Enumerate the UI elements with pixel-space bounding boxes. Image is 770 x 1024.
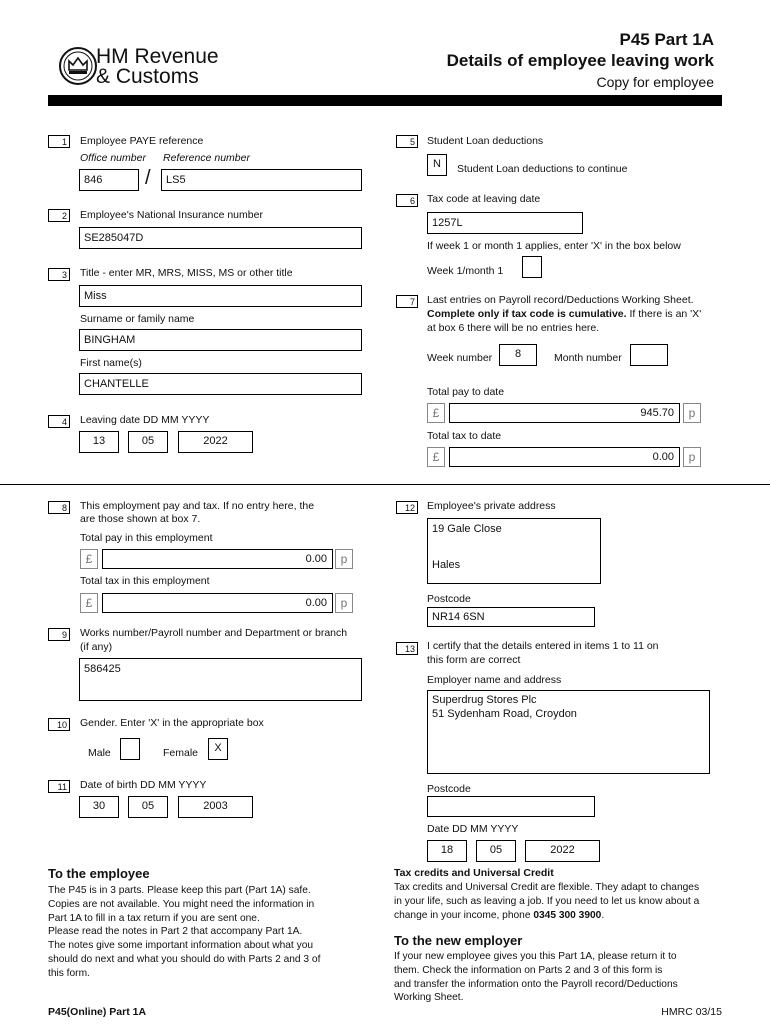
to-employee-line: Part 1A to fill in a tax return if you are sent one. bbox=[48, 912, 260, 924]
female-checkbox[interactable]: X bbox=[208, 738, 228, 760]
title-label: Title - enter MR, MRS, MISS, MS or other title bbox=[80, 267, 293, 279]
phone-number: 0345 300 3900 bbox=[533, 909, 602, 921]
dob-year[interactable]: 2003 bbox=[178, 796, 253, 818]
dob-month[interactable]: 05 bbox=[128, 796, 168, 818]
to-employee-line: Copies are not available. You might need the information in bbox=[48, 898, 315, 910]
private-address-label: Employee's private address bbox=[427, 500, 556, 512]
office-number-label: Office number bbox=[80, 152, 146, 164]
to-new-employer-line: Working Sheet. bbox=[394, 992, 464, 1004]
to-employee-text bbox=[48, 884, 320, 981]
box-number-3: 3 bbox=[48, 268, 70, 281]
this-employment-label-2: are those shown at box 7. bbox=[80, 513, 201, 525]
box-number-6: 6 bbox=[396, 194, 418, 207]
logo-line2: & Customs bbox=[96, 65, 199, 88]
reference-number-field[interactable]: LS5 bbox=[161, 169, 362, 191]
header-rule bbox=[48, 95, 722, 106]
footer-form-id: P45(Online) Part 1A bbox=[48, 1006, 147, 1018]
pound-icon: £ bbox=[80, 593, 98, 613]
address-line1: 19 Gale Close bbox=[432, 523, 502, 535]
office-number-field[interactable]: 846 bbox=[79, 169, 139, 191]
ni-number-label: Employee's National Insurance number bbox=[80, 209, 263, 221]
tax-credits-line3-end: . bbox=[601, 909, 605, 921]
cert-date-year[interactable]: 2022 bbox=[525, 840, 600, 862]
tax-credits-line: Tax credits and Universal Credit are flexible. They adapt to changes bbox=[394, 882, 700, 893]
month-number-label: Month number bbox=[554, 352, 622, 364]
surname-field[interactable]: BINGHAM bbox=[79, 329, 362, 351]
employer-name-label: Employer name and address bbox=[427, 674, 562, 686]
student-loan-field[interactable]: N bbox=[427, 154, 447, 176]
cumulative-note-line2: at box 6 there will be no entries here. bbox=[427, 322, 600, 334]
week-number-field[interactable]: 8 bbox=[499, 344, 537, 366]
private-postcode-label: Postcode bbox=[427, 593, 471, 605]
box-number-1: 1 bbox=[48, 135, 70, 148]
to-employee-line: Please read the notes in Part 2 that accompany Part 1A. bbox=[48, 926, 303, 938]
box-number-8: 8 bbox=[48, 501, 70, 514]
total-tax-employment-field[interactable]: 0.00 bbox=[102, 593, 333, 613]
tax-code-label: Tax code at leaving date bbox=[427, 193, 541, 205]
certify-label-1: I certify that the details entered in items 1 to 11 on bbox=[427, 640, 659, 652]
tax-credits-heading: Tax credits and Universal Credit bbox=[394, 867, 554, 879]
dob-label: Date of birth DD MM YYYY bbox=[80, 779, 207, 791]
employer-line2: 51 Sydenham Road, Croydon bbox=[432, 708, 577, 720]
box-number-13: 13 bbox=[396, 642, 418, 655]
student-loan-label: Student Loan deductions bbox=[427, 135, 544, 147]
to-new-employer-line: If your new employee gives you this Part 1A, please return it to bbox=[394, 951, 677, 962]
cumulative-note bbox=[427, 308, 701, 321]
private-postcode-field[interactable]: NR14 6SN bbox=[427, 607, 595, 627]
total-tax-employment-label: Total tax in this employment bbox=[80, 575, 210, 587]
female-label: Female bbox=[163, 747, 199, 759]
to-new-employer-line: them. Check the information on Parts 2 and 3 of this form is bbox=[394, 964, 663, 976]
hmrc-logo bbox=[58, 44, 238, 90]
total-pay-to-date-field[interactable]: 945.70 bbox=[449, 403, 680, 423]
box-number-2: 2 bbox=[48, 209, 70, 222]
paye-separator: / bbox=[145, 167, 151, 189]
cert-date-month[interactable]: 05 bbox=[476, 840, 516, 862]
title-field[interactable]: Miss bbox=[79, 285, 362, 307]
pound-icon: £ bbox=[427, 447, 445, 467]
month-number-field[interactable] bbox=[630, 344, 668, 366]
box-number-7: 7 bbox=[396, 295, 418, 308]
gender-label: Gender. Enter 'X' in the appropriate box bbox=[80, 717, 264, 729]
tax-credits-text bbox=[394, 881, 699, 922]
to-new-employer-text bbox=[394, 950, 678, 1005]
leaving-date-month[interactable]: 05 bbox=[128, 431, 168, 453]
leaving-date-day[interactable]: 13 bbox=[79, 431, 119, 453]
pence-icon: p bbox=[335, 593, 353, 613]
cumulative-bold: Complete only if tax code is cumulative. bbox=[427, 308, 627, 320]
employer-line1: Superdrug Stores Plc bbox=[432, 694, 537, 706]
box-number-11: 11 bbox=[48, 780, 70, 793]
total-pay-to-date-label: Total pay to date bbox=[427, 386, 505, 398]
total-pay-employment-label: Total pay in this employment bbox=[80, 532, 213, 544]
box-number-12: 12 bbox=[396, 501, 418, 514]
to-new-employer-heading: To the new employer bbox=[394, 933, 523, 948]
to-employee-line: The P45 is in 3 parts. Please keep this part (Part 1A) safe. bbox=[48, 885, 311, 896]
tax-credits-line: in your life, such as leaving a job. If you need to let us know about a bbox=[394, 895, 700, 907]
pence-icon: p bbox=[683, 447, 701, 467]
box-number-10: 10 bbox=[48, 718, 70, 731]
works-number-field[interactable]: 586425 bbox=[79, 658, 362, 701]
male-checkbox[interactable] bbox=[120, 738, 140, 760]
box-number-9: 9 bbox=[48, 628, 70, 641]
employer-address-field[interactable] bbox=[427, 690, 710, 774]
pound-icon: £ bbox=[80, 549, 98, 569]
section-divider bbox=[0, 484, 770, 485]
address-line2: Hales bbox=[432, 559, 461, 571]
pence-icon: p bbox=[335, 549, 353, 569]
employer-postcode-label: Postcode bbox=[427, 783, 471, 795]
box-number-5: 5 bbox=[396, 135, 418, 148]
student-loan-note: Student Loan deductions to continue bbox=[457, 163, 628, 175]
works-number-label-2: (if any) bbox=[80, 641, 113, 653]
dob-day[interactable]: 30 bbox=[79, 796, 119, 818]
form-subtitle: Details of employee leaving work bbox=[446, 51, 714, 70]
crown-crest-icon bbox=[58, 46, 98, 86]
private-address-field[interactable] bbox=[427, 518, 601, 584]
form-title: P45 Part 1A bbox=[619, 30, 714, 49]
cert-date-day[interactable]: 18 bbox=[427, 840, 467, 862]
week1-label: Week 1/month 1 bbox=[427, 265, 504, 277]
total-tax-to-date-label: Total tax to date bbox=[427, 430, 502, 442]
ni-number-field[interactable]: SE285047D bbox=[79, 227, 362, 249]
form-copy-label: Copy for employee bbox=[596, 74, 714, 90]
last-entries-label: Last entries on Payroll record/Deductions Working Sheet. bbox=[427, 294, 694, 306]
logo-line1: HM Revenue bbox=[96, 45, 219, 68]
leaving-date-label: Leaving date DD MM YYYY bbox=[80, 414, 210, 426]
to-employee-line: should do next and what you should do with Parts 2 and 3 of bbox=[48, 953, 321, 965]
first-name-field[interactable]: CHANTELLE bbox=[79, 373, 362, 395]
male-label: Male bbox=[88, 747, 111, 759]
surname-label: Surname or family name bbox=[80, 313, 195, 325]
to-employee-heading: To the employee bbox=[48, 866, 150, 881]
to-employee-line: this form. bbox=[48, 967, 90, 979]
pound-icon: £ bbox=[427, 403, 445, 423]
reference-number-label: Reference number bbox=[163, 152, 250, 164]
leaving-date-year[interactable]: 2022 bbox=[178, 431, 253, 453]
tax-code-field[interactable]: 1257L bbox=[427, 212, 583, 234]
tax-credits-line bbox=[394, 909, 699, 923]
week-number-label: Week number bbox=[427, 352, 493, 364]
footer-version: HMRC 03/15 bbox=[661, 1006, 722, 1018]
week1-checkbox[interactable] bbox=[522, 256, 542, 278]
cumulative-rest: If there is an 'X' bbox=[629, 308, 702, 320]
total-tax-to-date-field[interactable]: 0.00 bbox=[449, 447, 680, 467]
first-name-label: First name(s) bbox=[80, 357, 142, 369]
paye-reference-label: Employee PAYE reference bbox=[80, 135, 204, 147]
works-number-label-1: Works number/Payroll number and Department or branch bbox=[80, 627, 348, 639]
week1-note: If week 1 or month 1 applies, enter 'X' in the box below bbox=[427, 240, 681, 252]
tax-credits-line3: change in your income, phone bbox=[394, 909, 534, 921]
pence-icon: p bbox=[683, 403, 701, 423]
to-new-employer-line: and transfer the information onto the Payroll record/Deductions bbox=[394, 978, 678, 990]
box-number-4: 4 bbox=[48, 415, 70, 428]
total-pay-employment-field[interactable]: 0.00 bbox=[102, 549, 333, 569]
certify-label-2: this form are correct bbox=[427, 654, 521, 666]
to-employee-line: The notes give some important information about what you bbox=[48, 940, 314, 952]
employer-postcode-field[interactable] bbox=[427, 796, 595, 817]
this-employment-label-1: This employment pay and tax. If no entry here, the bbox=[80, 500, 315, 512]
cert-date-label: Date DD MM YYYY bbox=[427, 823, 519, 835]
